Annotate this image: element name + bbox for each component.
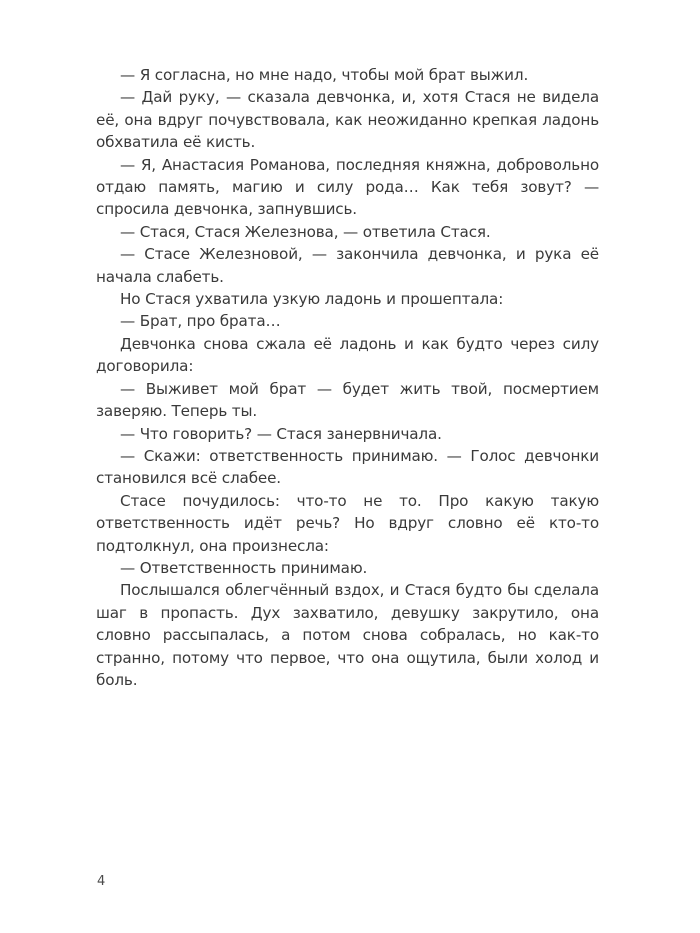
paragraph: — Я согласна, но мне надо, чтобы мой брат выжил. [120, 66, 529, 84]
paragraph: — Брат, про брата… [120, 312, 281, 331]
paragraph: Послышался облегчённый вздох, и Стася будто бы сделала шаг в пропасть. Дух захватило, девушку закрутило, она словно рассыпалась, а потом снова собралась, но как-то странно, потому что первое, что она ощутила, были холод и боль. [96, 581, 599, 689]
paragraph: — Выживет мой брат — будет жить твой, посмертием заверяю. Теперь ты. [96, 379, 599, 421]
paragraph: Стасе почудилось: что-то не то. Про какую такую ответственность идёт речь? Но вдруг словно её кто-то подтолкнул, она произнесла: [96, 491, 599, 555]
paragraph: — Дай руку, — сказала девчонка, и, хотя Стася не видела её, она вдруг почувствовала, как неожиданно крепкая ладонь обхватила её кисть. [96, 88, 599, 152]
paragraph: — Что говорить? — Стася занервничала. [120, 424, 442, 443]
page-number: 4 [97, 874, 106, 889]
paragraph: Но Стася ухватила узкую ладонь и прошептала: [120, 290, 504, 309]
paragraph: — Стася, Стася Железнова, — ответила Стася. [120, 222, 491, 241]
paragraph: — Скажи: ответственность принимаю. — Голос девчонки становился всё слабее. [96, 446, 599, 488]
body-text [96, 64, 599, 691]
paragraph: Девчонка снова сжала её ладонь и как будто через силу договорила: [96, 334, 599, 376]
paragraph: — Стасе Железновой, — закончила девчонка, и рука её начала слабеть. [96, 245, 599, 286]
paragraph: — Ответственность принимаю. [120, 558, 368, 577]
paragraph: — Я, Анастасия Романова, последняя княжна, добровольно отдаю память, магию и силу рода… Как тебя зовут? — спросила девчонка, запнувшись. [96, 155, 599, 219]
